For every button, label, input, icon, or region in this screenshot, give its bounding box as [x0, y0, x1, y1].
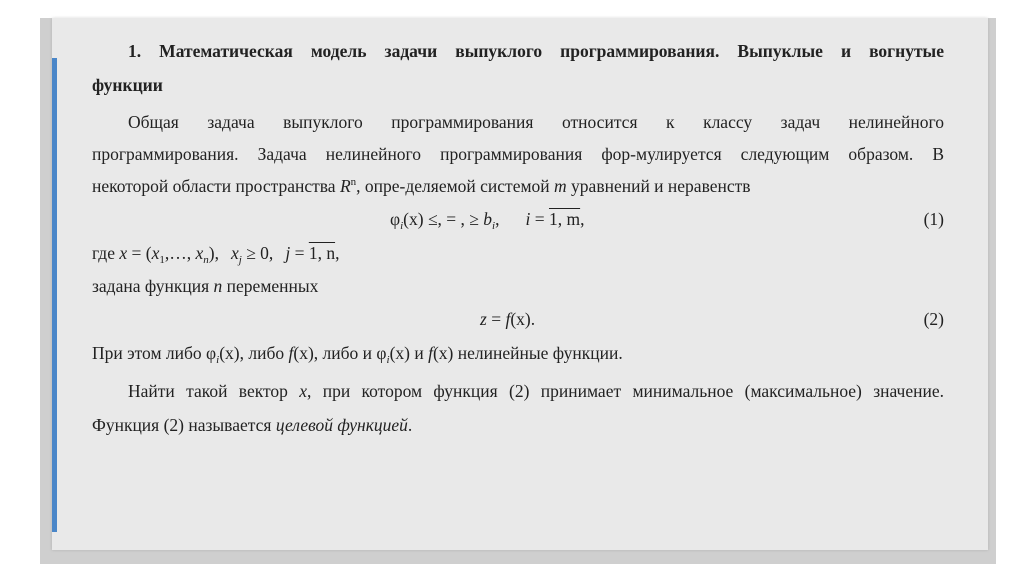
index: i: [400, 220, 404, 232]
x-symbol: x: [299, 381, 308, 401]
f-symbol: f: [288, 343, 294, 363]
equals: =: [486, 309, 506, 329]
equation-1: [390, 202, 584, 236]
system-size: m: [554, 176, 567, 196]
equation-2-number: (2): [923, 309, 944, 329]
intro-line-1: Общая задача выпуклого программирования относится к классу задач нелинейного: [128, 112, 944, 132]
text: (x) нелинейные функции.: [432, 343, 623, 363]
argument: (x).: [510, 309, 536, 329]
intro-text: уравнений и неравенств: [566, 176, 751, 196]
find-line-1: [92, 374, 944, 408]
intro-text: некоторой области пространства: [92, 176, 340, 196]
punct: ,: [335, 243, 340, 263]
x-symbol: x: [119, 243, 128, 263]
index: 1: [159, 254, 165, 266]
index: i: [386, 354, 390, 366]
text: (x) и: [389, 343, 429, 363]
j-symbol: j: [285, 243, 291, 263]
text: ,…,: [164, 243, 196, 263]
equation-1-number: (1): [923, 209, 944, 229]
text: переменных: [222, 276, 319, 296]
where-clause: [92, 236, 339, 270]
equals: =: [290, 243, 309, 263]
text: где: [92, 243, 120, 263]
punct: ,: [495, 209, 500, 229]
equation-1-row: [92, 202, 944, 236]
argument: (x): [403, 209, 424, 229]
heading-line-1: 1. Математическая модель задачи выпуклого программирования. Выпуклые и вогнутые: [128, 41, 944, 61]
f-symbol: f: [428, 343, 433, 363]
text: При этом либо φ: [92, 343, 217, 363]
text: ≥ 0,: [241, 243, 274, 263]
f-symbol: f: [505, 309, 511, 329]
index: i: [492, 220, 496, 232]
find-line-2: [92, 408, 944, 442]
heading-line-2: функции: [92, 75, 163, 95]
text: , при котором функция (2) принимает минимальное (максимальное) значение.: [307, 381, 944, 401]
text: задана функция: [92, 276, 214, 296]
find-paragraph: [92, 374, 944, 442]
x-symbol: x: [230, 243, 239, 263]
text: ),: [208, 243, 219, 263]
term-objective-function: целевой функцией: [275, 415, 408, 435]
relations: ≤, = , ≥: [423, 209, 484, 229]
n-symbol: n: [213, 276, 223, 296]
text: (x), либо и φ: [293, 343, 387, 363]
x-symbol: x: [151, 243, 160, 263]
equals: =: [530, 209, 549, 229]
text: Найти такой вектор: [128, 381, 300, 401]
punct: ,: [580, 209, 585, 229]
slide-content: [92, 34, 944, 442]
space-dimension: n: [350, 176, 357, 188]
nonlinear-line: [92, 337, 944, 369]
intro-text: , опре-деляемой системой: [356, 176, 555, 196]
b-symbol: b: [483, 209, 493, 229]
text: = (: [127, 243, 152, 263]
z-symbol: z: [480, 309, 487, 329]
phi-symbol: φ: [390, 209, 401, 229]
section-heading: [92, 34, 944, 102]
range-value: 1, n: [308, 243, 336, 263]
index: i: [216, 354, 220, 366]
given-line: [92, 270, 944, 302]
where-row: [92, 236, 944, 270]
equation-2: [480, 302, 535, 336]
text: Функция (2) называется: [92, 415, 276, 435]
x-symbol: x: [195, 243, 204, 263]
accent-bar: [52, 58, 57, 532]
intro-line-2: программирования. Задача нелинейного программирования фор-мулируется следующим образом. В: [92, 144, 944, 164]
text: .: [407, 415, 413, 435]
intro-paragraph: [92, 106, 944, 202]
index: n: [203, 254, 209, 266]
range-value: 1, m: [548, 209, 581, 229]
equation-2-row: [92, 302, 944, 336]
space-symbol: R: [339, 176, 351, 196]
range-variable: i: [525, 209, 531, 229]
intro-line-3: [92, 170, 944, 202]
index: j: [238, 254, 242, 266]
text: (x), либо: [219, 343, 289, 363]
